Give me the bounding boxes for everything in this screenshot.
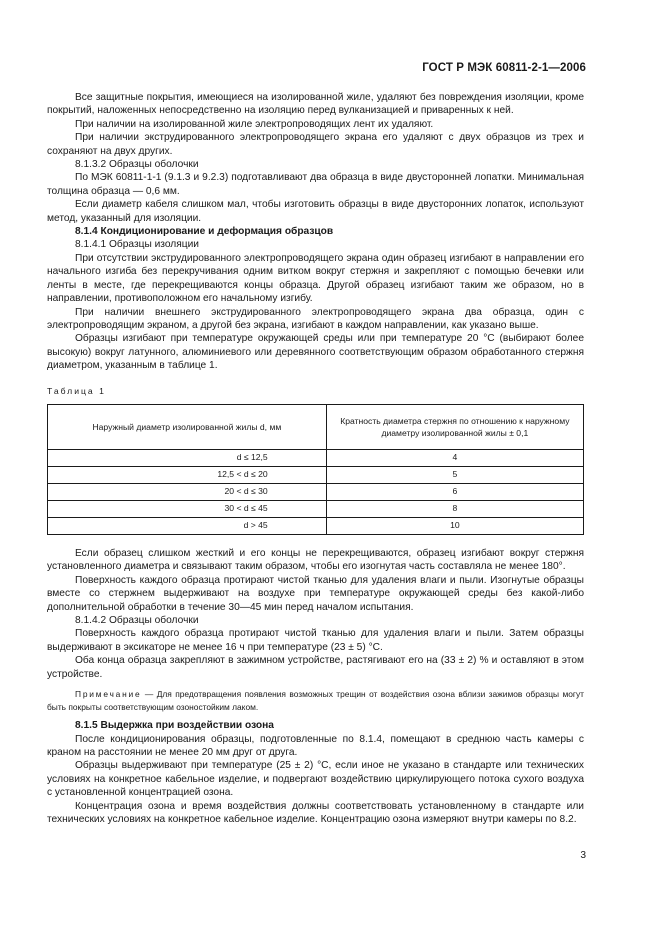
table-cell-range: 20 < d ≤ 30	[48, 483, 327, 500]
subsection-heading: 8.1.4.2 Образцы оболочки	[75, 614, 199, 626]
paragraph: Если диаметр кабеля слишком мал, чтобы изготовить образцы в виде двусторонних лопаток, используют метод, указанный для изоляции.	[47, 199, 584, 224]
data-table	[47, 404, 584, 535]
paragraph: По МЭК 60811-1-1 (9.1.3 и 9.2.3) подготавливают два образца в виде двусторонней лопатки. Минимальная толщина образца — 0,6 мм.	[47, 172, 584, 197]
paragraph: Концентрация озона и время воздействия должны соответствовать установленному в стандарте или технических условиях на конкретное кабельное изделие. Концентрацию озона измеряют внутри камеры по 8.2.	[47, 800, 584, 826]
paragraph: Все защитные покрытия, имеющиеся на изолированной жиле, удаляют без повреждения изоляции, кроме покрытий, наложенных непосредственно на изоляцию перед вулканизацией и приваренных к ней.	[47, 92, 584, 117]
note	[47, 688, 584, 713]
paragraph: После кондиционирования образцы, подготовленные по 8.1.4, помещают в среднюю часть камеры с краном на расстоянии не менее 20 мм друг от друга.	[47, 733, 584, 758]
paragraph: При наличии внешнего экструдированного электропроводящего экрана два образца, один с электропроводящим экраном, а другой без экрана, изгибают в каждом направлении, как указано выше.	[47, 306, 584, 331]
note-label: Примечание	[75, 689, 142, 699]
paragraph: Поверхность каждого образца протирают чистой тканью для удаления влаги и пыли. Изогнутые образцы вместе со стержнем выдерживают на воздухе при температуре окружающей среды без какой-либо дополнительной обработки в течение 30—45 мин перед началом испытания.	[47, 574, 584, 613]
table-cell-factor: 5	[326, 466, 583, 483]
table-row	[48, 517, 584, 534]
paragraph: Оба конца образца закрепляют в зажимном устройстве, растягивают его на (33 ± 2) % и оставляют в этом устройстве.	[47, 655, 584, 680]
paragraph: Образцы выдерживают при температуре (25 ± 2) °С, если иное не указано в стандарте или технических условиях на конкретное кабельное изделие, и подвергают воздействию циркулирующего потока сухого воздуха с установленной концентрацией озона.	[47, 760, 584, 799]
table-row	[48, 466, 584, 483]
table-header-factor: Кратность диаметра стержня по отношению к наружному диаметру изолированной жилы ± 0,1	[326, 404, 583, 449]
table-cell-range: 30 < d ≤ 45	[48, 500, 327, 517]
table-cell-range: 12,5 < d ≤ 20	[48, 466, 327, 483]
table-cell-factor: 10	[326, 517, 583, 534]
document-body	[47, 91, 584, 826]
paragraph: Поверхность каждого образца протирают чистой тканью для удаления влаги и пыли. Затем образцы выдерживают в эксикаторе не менее 16 ч при температуре (23 ± 5) °С.	[47, 628, 584, 653]
table-cell-range: d > 45	[48, 517, 327, 534]
paragraph: При наличии на изолированной жиле электропроводящих лент их удаляют.	[75, 118, 434, 130]
table-cell-factor: 8	[326, 500, 583, 517]
table-cell-factor: 4	[326, 449, 583, 466]
table-row	[48, 500, 584, 517]
paragraph: Если образец слишком жесткий и его концы не перекрещиваются, образец изгибают вокруг стержня установленного диаметра и связывают таким образом, чтобы его изогнутая часть составляла не менее 180°.	[47, 547, 584, 573]
table-caption: Таблица 1	[47, 385, 106, 396]
page-number: 3	[580, 850, 586, 861]
subsection-heading: 8.1.3.2 Образцы оболочки	[75, 159, 199, 171]
table-header-row	[48, 404, 584, 449]
subsection-heading: 8.1.4.1 Образцы изоляции	[75, 239, 199, 251]
section-heading: 8.1.4 Кондиционирование и деформация образцов	[75, 226, 334, 238]
paragraph: Образцы изгибают при температуре окружающей среды или при температуре 20 °С (выбирают более высокую) вокруг латунного, алюминиевого или деревянного соответствующим образом обработанного стержня диаметром, указанным в таблице 1.	[47, 333, 584, 372]
paragraph: При наличии экструдированного электропроводящего экрана его удаляют с двух образцов из трех и сохраняют на двух других.	[47, 132, 584, 157]
table-row	[48, 483, 584, 500]
table-header-diameter: Наружный диаметр изолированной жилы d, мм	[48, 404, 327, 449]
section-heading: 8.1.5 Выдержка при воздействии озона	[75, 720, 274, 732]
table-row	[48, 449, 584, 466]
document-header: ГОСТ Р МЭК 60811-2-1—2006	[422, 62, 586, 74]
note-text: — Для предотвращения появления возможных трещин от воздействия озона вблизи зажимов образцы могут быть покрыты соответствующим озоностойким лаком.	[47, 689, 584, 712]
table-cell-range: d ≤ 12,5	[48, 449, 327, 466]
paragraph: При отсутствии экструдированного электропроводящего экрана один образец изгибают в направлении его начального изгиба без перекручивания одним витком вокруг стержня и закрепляют с помощью бечевки или ленты в месте, где перекрещиваются концы образца. Другой образец изгибают таким же образом, но в направлении, противоположном его начальному изгибу.	[47, 252, 584, 305]
table-cell-factor: 6	[326, 483, 583, 500]
